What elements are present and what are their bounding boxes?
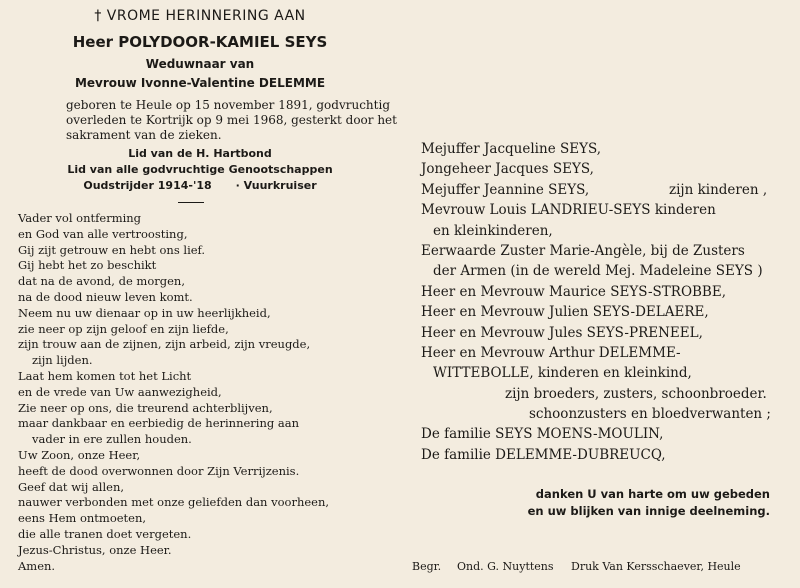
- divider: [178, 202, 204, 203]
- thanks-line: danken U van harte om uw gebeden: [535, 487, 770, 501]
- spouse-name: Mevrouw Ivonne-Valentine DELEMME: [74, 76, 326, 90]
- family-line: Heer en Mevrouw Jules SEYS-PRENEEL,: [421, 324, 703, 341]
- poem-line: Gij zijt getrouw en hebt ons lief.: [18, 242, 206, 257]
- membership-line: Lid van alle godvruchtige Genootschappen: [67, 163, 333, 176]
- poem-line: na de dood nieuw leven komt.: [18, 289, 193, 304]
- bio-line: sakrament van de zieken.: [66, 128, 222, 142]
- membership-line: [0, 179, 400, 192]
- card-title: † VROME HERINNERING AAN: [94, 8, 306, 24]
- family-line: WITTEBOLLE, kinderen en kleinkind,: [433, 365, 692, 382]
- poem-line: die alle tranen doet vergeten.: [18, 526, 192, 541]
- poem-line: maar dankbaar en eerbiedig de herinnering aan: [18, 416, 300, 431]
- poem-line: Zie neer op ons, die treurend achterblijven,: [18, 400, 273, 415]
- family-line: De familie SEYS MOENS-MOULIN,: [421, 426, 664, 443]
- family-line: zijn broeders, zusters, schoonbroeder.: [505, 385, 767, 402]
- thanks-message: [400, 486, 778, 520]
- poem-line: Vader vol ontferming: [18, 211, 142, 225]
- poem-line: zijn lijden.: [32, 353, 93, 368]
- bio-line: geboren te Heule op 15 november 1891, godvruchtig: [66, 98, 390, 112]
- thanks-line: en uw blijken van innige deelneming.: [527, 504, 770, 518]
- poem-line: Neem nu uw dienaar op in uw heerlijkheid,: [18, 305, 271, 320]
- family-line: Heer en Mevrouw Maurice SEYS-STROBBE,: [421, 283, 727, 300]
- poem-line: Laat hem komen tot het Licht: [18, 368, 192, 383]
- poem-line: Gij hebt het zo beschikt: [18, 258, 157, 273]
- relation-label: zijn kinderen ,: [669, 181, 768, 198]
- bio-line: overleden te Kortrijk op 9 mei 1968, gesterkt door het: [66, 113, 397, 127]
- footer-begr: Begr.: [412, 560, 442, 573]
- family-line: Heer en Mevrouw Arthur DELEMME-: [421, 344, 681, 361]
- poem-line: en God van alle vertroosting,: [18, 226, 188, 241]
- family-line: schoonzusters en bloedverwanten ;: [529, 406, 771, 423]
- poem-line: en de vrede van Uw aanwezigheid,: [18, 384, 222, 399]
- family-list: [421, 139, 791, 465]
- family-line: Jongeheer Jacques SEYS,: [421, 161, 594, 178]
- family-line: Mejuffer Jacqueline SEYS,: [421, 141, 602, 157]
- family-line: Heer en Mevrouw Julien SEYS-DELAERE,: [421, 304, 709, 321]
- family-line: [421, 180, 791, 200]
- poem-line: Jezus-Christus, onze Heer.: [18, 542, 172, 557]
- family-line: Mevrouw Louis LANDRIEU-SEYS kinderen: [421, 202, 716, 219]
- poem-line: Geef dat wij allen,: [18, 479, 125, 494]
- vuurkruiser-label: · Vuurkruiser: [235, 179, 317, 192]
- poem-line: Uw Zoon, onze Heer,: [18, 447, 141, 462]
- family-line: en kleinkinderen,: [433, 222, 553, 239]
- family-line: der Armen (in de wereld Mej. Madeleine SEYS ): [433, 263, 763, 280]
- poem-line: zijn trouw aan de zijnen, zijn arbeid, zijn vreugde,: [18, 337, 311, 352]
- membership-line: Lid van de H. Hartbond: [128, 147, 272, 160]
- poem-line: Amen.: [18, 558, 56, 573]
- deceased-name: Heer POLYDOOR-KAMIEL SEYS: [72, 33, 328, 51]
- widower-label: Weduwnaar van: [145, 57, 255, 71]
- poem-line: dat na de avond, de morgen,: [18, 274, 185, 289]
- poem-line: nauwer verbonden met onze geliefden dan voorheen,: [18, 495, 330, 510]
- prayer-poem: [18, 211, 388, 574]
- family-line: Eerwaarde Zuster Marie-Angèle, bij de Zusters: [421, 242, 745, 259]
- family-line: De familie DELEMME-DUBREUCQ,: [421, 446, 666, 463]
- poem-line: vader in ere zullen houden.: [32, 432, 192, 447]
- poem-line: eens Hem ontmoeten,: [18, 511, 147, 526]
- poem-line: heeft de dood overwonnen door Zijn Verrijzenis.: [18, 463, 300, 478]
- footer-printer: Druk Van Kersschaever, Heule: [571, 560, 741, 573]
- family-member: Mejuffer Jeannine SEYS,: [421, 181, 590, 198]
- biography: [66, 98, 397, 143]
- footer-undertaker: Ond. G. Nuyttens: [457, 560, 554, 573]
- veteran-label: Oudstrijder 1914-'18: [83, 179, 212, 192]
- poem-line: zie neer op zijn geloof en zijn liefde,: [18, 321, 229, 336]
